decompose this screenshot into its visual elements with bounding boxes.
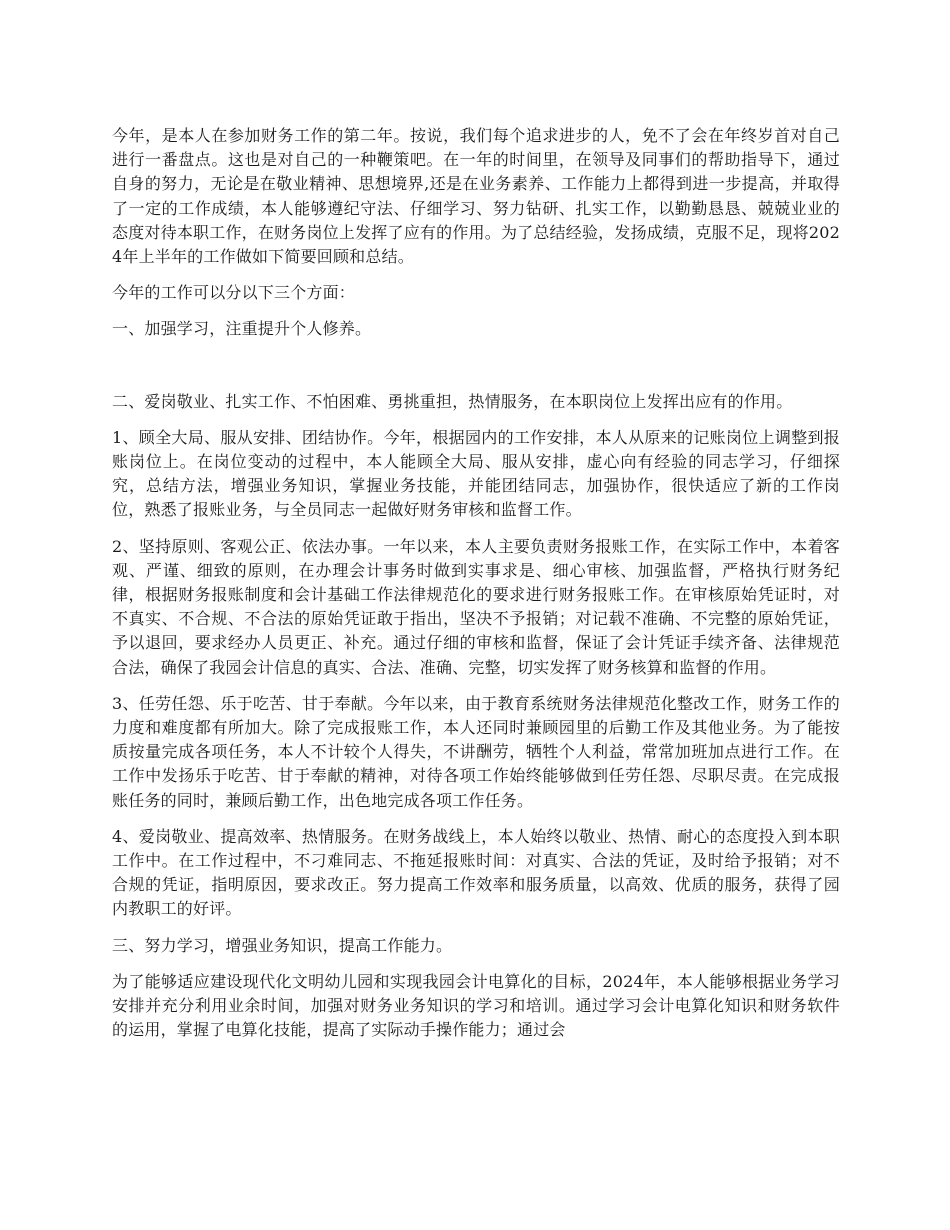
item-paragraph-2: 2、坚持原则、客观公正、依法办事。一年以来，本人主要负责财务报账工作，在实际工作中，本着客观、严谨、细致的原则，在办理会计事务时做到实事求是、细心审核、加强监督，严格执行财务纪律，根据财务报账制度和会计基础工作法律规范化的要求进行财务报账工作。在审核原始凭证时，对不真实、不合规、不合法的原始凭证敢于指出，坚决不予报销；对记载不准确、不完整的原始凭证，予以退回，要求经办人员更正、补充。通过仔细的审核和监督，保证了会计凭证手续齐备、法律规范合法，确保了我园会计信息的真实、合法、准确、完整，切实发挥了财务核算和监督的作用。 <box>112 536 840 677</box>
overview-line: 今年的工作可以分以下三个方面： <box>112 283 356 303</box>
blank-gap <box>112 354 840 390</box>
item-paragraph-4: 4、爱岗敬业、提高效率、热情服务。在财务战线上，本人始终以敬业、热情、耐心的态度投入到本职工作中。在工作过程中，不刁难同志、不拖延报账时间：对真实、合法的凭证，及时给予报销；对不合规的凭证，指明原因，要求改正。努力提高工作效率和服务质量，以高效、优质的服务，获得了园内教职工的好评。 <box>112 826 840 919</box>
section-heading-1: 一、加强学习，注重提升个人修养。 <box>112 319 372 339</box>
item-paragraph-1: 1、顾全大局、服从安排、团结协作。今年，根据园内的工作安排，本人从原来的记账岗位上调整到报账岗位上。在岗位变动的过程中，本人能顾全大局、服从安排，虚心向有经验的同志学习，仔细探究，总结方法，增强业务知识，掌握业务技能，并能团结同志，加强协作，很快适应了新的工作岗位，熟悉了报账业务，与全员同志一起做好财务审核和监督工作。 <box>112 427 840 520</box>
study-paragraph: 为了能够适应建设现代化文明幼儿园和实现我园会计电算化的目标，2024年，本人能够根据业务学习安排并充分利用业余时间，加强对财务业务知识的学习和培训。通过学习会计电算化知识和财务软件的运用，掌握了电算化技能，提高了实际动手操作能力；通过会 <box>112 971 840 1040</box>
section-heading-3: 三、努力学习，增强业务知识，提高工作能力。 <box>112 935 453 955</box>
item-paragraph-3: 3、任劳任怨、乐于吃苦、甘于奉献。今年以来，由于教育系统财务法律规范化整改工作，财务工作的力度和难度都有所加大。除了完成报账工作，本人还同时兼顾园里的后勤工作及其他业务。为了能按质按量完成各项任务，本人不计较个人得失，不讲酬劳，牺牲个人利益，常常加班加点进行工作。在工作中发扬乐于吃苦、甘于奉献的精神，对待各项工作始终能够做到任劳任怨、尽职尽责。在完成报账任务的同时，兼顾后勤工作，出色地完成各项工作任务。 <box>112 693 840 810</box>
document-body <box>112 124 840 1055</box>
section-heading-2: 二、爱岗敬业、扎实工作、不怕困难、勇挑重担，热情服务，在本职岗位上发挥出应有的作用。 <box>112 391 793 411</box>
intro-paragraph: 今年，是本人在参加财务工作的第二年。按说，我们每个追求进步的人，免不了会在年终岁首对自己进行一番盘点。这也是对自己的一种鞭策吧。在一年的时间里，在领导及同事们的帮助指导下，通过自身的努力，无论是在敬业精神、思想境界,还是在业务素养、工作能力上都得到进一步提高，并取得了一定的工作成绩，本人能够遵纪守法、仔细学习、努力钻研、扎实工作，以勤勤恳恳、兢兢业业的态度对待本职工作，在财务岗位上发挥了应有的作用。为了总结经验，发扬成绩，克服不足，现将2024年上半年的工作做如下简要回顾和总结。 <box>112 126 840 267</box>
